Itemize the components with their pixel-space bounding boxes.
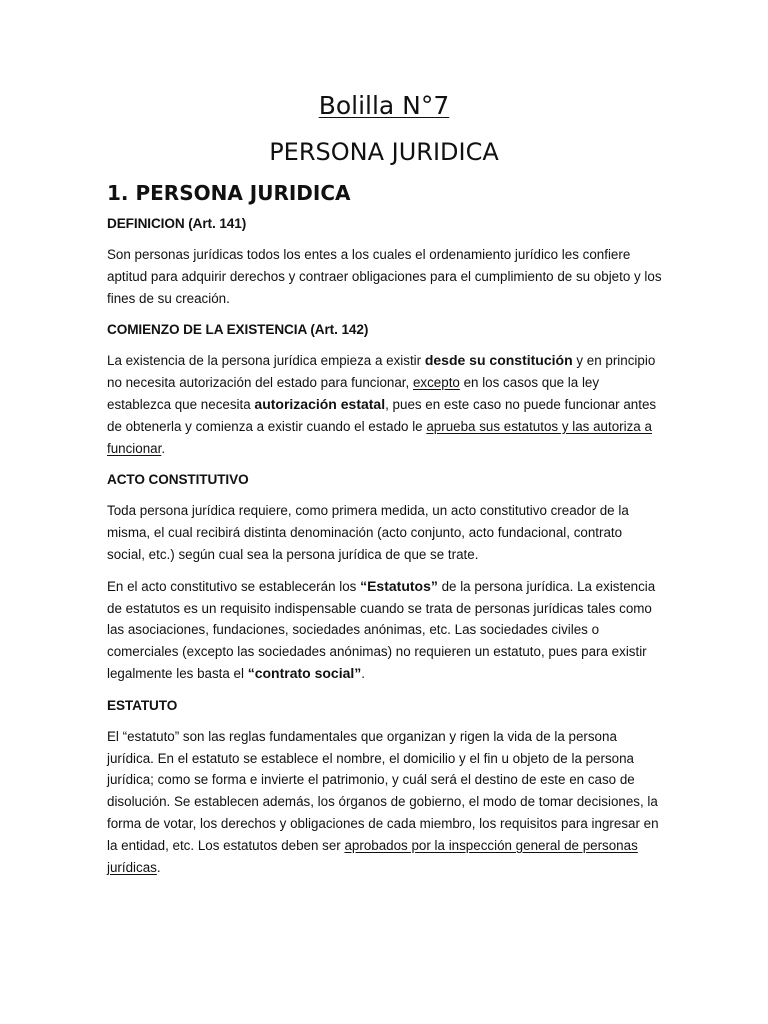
estatuto-paragraph [107, 726, 663, 879]
comienzo-text-1: La existencia de la persona jurídica empieza a existir [107, 353, 425, 369]
comienzo-bold-1: desde su constitución [424, 352, 573, 369]
acto-p2-text-3: . [361, 665, 366, 681]
acto-heading: ACTO CONSTITUTIVO [107, 472, 249, 488]
comienzo-underline-1: excepto [412, 375, 460, 391]
estatuto-text-1: El “estatuto” son las reglas fundamentales que organizan y rigen la vida de la persona jurídica. En el estatuto se establece el nombre, el domicilio y el fin u objeto de la persona jurídica; como se forma e invierte el patrimonio, y cuál será el destino de este en caso de disolución. Se establecen además, los órganos de gobierno, el modo de tomar decisiones, la forma de votar, los derechos y obligaciones de cada miembro, los requisitos para ingresar en la entidad, etc. Los estatutos deben ser [107, 728, 659, 853]
document-body [107, 177, 663, 888]
acto-paragraph-2 [107, 576, 663, 685]
comienzo-paragraph [107, 350, 663, 459]
comienzo-text-5: . [161, 440, 166, 456]
document-title: Bolilla N°7 [318, 91, 450, 120]
comienzo-underline-2: aprueba sus estatutos y las autoriza a funcionar [107, 418, 652, 456]
comienzo-text-3: en los casos que la ley establezca que necesita [107, 375, 600, 412]
estatuto-underline-1: aprobados por la inspección general de personas jurídicas [107, 837, 638, 875]
acto-p2-text-2: de la persona jurídica. La existencia de estatutos es un requisito indispensable cuando se trata de personas jurídicas tales como las asociaciones, fundaciones, sociedades anónimas, etc. Las sociedades civiles o comerciales (excepto las sociedades anónimas) no requieren un estatuto, pues para existir legalmente les basta el [107, 578, 656, 681]
acto-p2-bold-1: “Estatutos” [360, 577, 438, 594]
acto-p2-text-1: En el acto constitutivo se establecerán los [107, 578, 361, 594]
acto-p2-bold-2: “contrato social” [247, 664, 362, 681]
definicion-paragraph: Son personas jurídicas todos los entes a los cuales el ordenamiento jurídico les confiere aptitud para adquirir derechos y contraer obligaciones para el cumplimiento de su objeto y los fines de su creación. [107, 247, 662, 306]
comienzo-heading: COMIENZO DE LA EXISTENCIA (Art. 142) [107, 322, 369, 338]
estatuto-text-2: . [156, 859, 161, 875]
acto-paragraph-1: Toda persona jurídica requiere, como primera medida, un acto constitutivo creador de la misma, el cual recibirá distinta denominación (acto conjunto, acto fundacional, contrato social, etc.) según cual sea la persona jurídica de que se trate. [107, 503, 629, 562]
document-subtitle: PERSONA JURIDICA [269, 138, 499, 166]
estatuto-heading: ESTATUTO [107, 697, 178, 713]
section-heading: 1. PERSONA JURIDICA [107, 181, 351, 205]
definicion-heading: DEFINICION (Art. 141) [107, 216, 247, 231]
comienzo-text-4: , pues en este caso no puede funcionar antes de obtenerla y comienza a existir cuando el estado le [107, 396, 657, 434]
comienzo-text-2: y en principio no necesita autorización del estado para funcionar, [107, 353, 656, 391]
comienzo-bold-2: autorización estatal [254, 395, 386, 412]
